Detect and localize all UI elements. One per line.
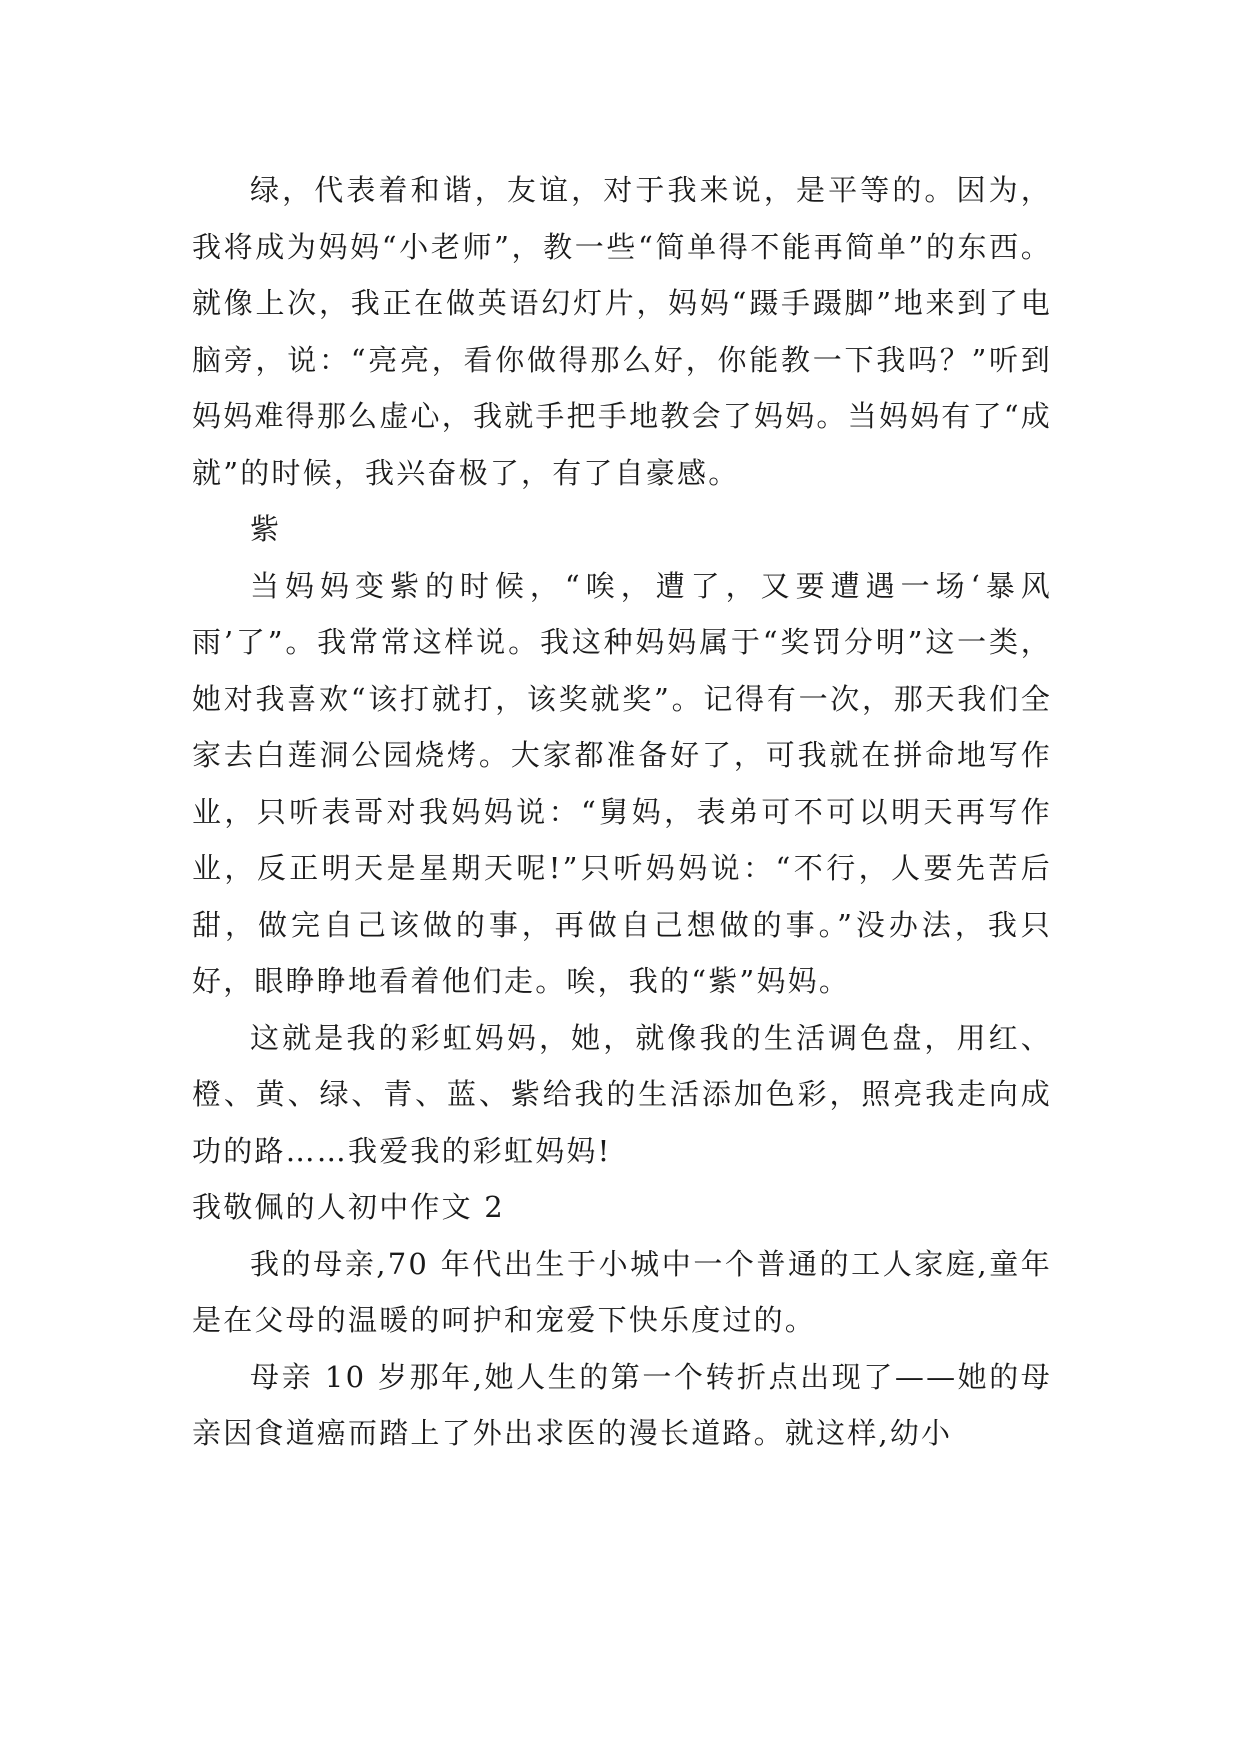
essay-title: 我敬佩的人初中作文 2 [192,1190,505,1224]
paragraph-purple: 当妈妈变紫的时候，“唉，遭了，又要遭遇一场‘暴风雨’了”。我常常这样说。我这种妈妈属于“奖罚分明”这一类，她对我喜欢“该打就打，该奖就奖”。记得有一次，那天我们全家去白莲洞公园烧烤。大家都准备好了，可我就在拼命地写作业，只听表哥对我妈妈说：“舅妈，表弟可不可以明天再写作业，反正明天是星期天呢!”只听妈妈说：“不行，人要先苦后甜，做完自己该做的事，再做自己想做的事。”没办法，我只好，眼睁睁地看着他们走。唉，我的“紫”妈妈。 [192,568,1052,998]
paragraph-conclusion: 这就是我的彩虹妈妈，她，就像我的生活调色盘，用红、橙、黄、绿、青、蓝、紫给我的生活添加色彩，照亮我走向成功的路……我爱我的彩虹妈妈! [192,1020,1052,1168]
paragraph-green: 绿，代表着和谐，友谊，对于我来说，是平等的。因为，我将成为妈妈“小老师”，教一些“简单得不能再简单”的东西。就像上次，我正在做英语幻灯片，妈妈“蹑手蹑脚”地来到了电脑旁，说：“亮亮，看你做得那么好，你能教一下我吗？”听到妈妈难得那么虚心，我就手把手地教会了妈妈。当妈妈有了“成就”的时候，我兴奋极了，有了自豪感。 [192,173,1052,490]
section-label-purple: 紫 [250,512,282,546]
paragraph-turning-point: 母亲 10 岁那年,她人生的第一个转折点出现了——她的母亲因食道癌而踏上了外出求医的漫长道路。就这样,幼小 [192,1359,1052,1450]
paragraph-mother-intro: 我的母亲,70 年代出生于小城中一个普通的工人家庭,童年是在父母的温暖的呵护和宠爱下快乐度过的。 [192,1246,1052,1337]
document-body [192,162,1052,1462]
